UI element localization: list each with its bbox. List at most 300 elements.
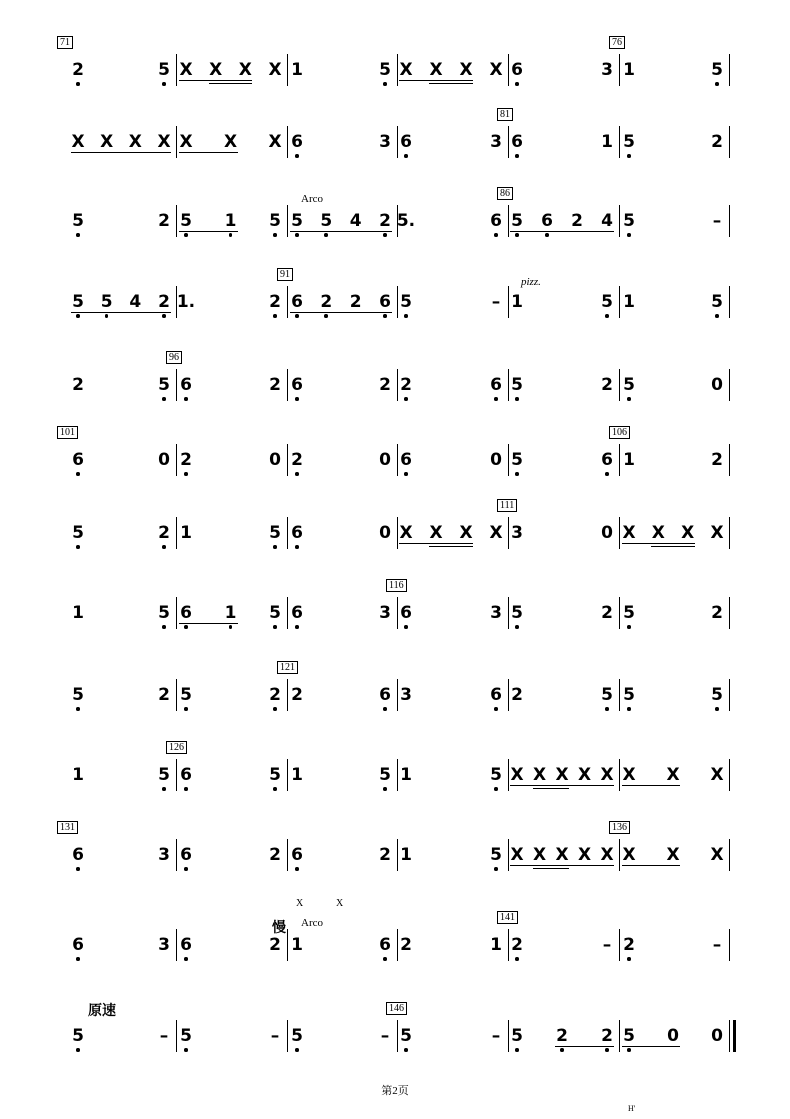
underline [290,231,392,232]
double-underline [209,83,253,84]
underline [71,312,171,313]
note: 5 [180,685,192,705]
barline [176,597,177,629]
note: 2 [158,211,170,231]
rhythm-x: X [555,845,569,865]
note: 2 [72,375,84,395]
lower-octave-dot [295,397,299,401]
note: 5 [623,375,635,395]
lower-octave-dot [605,314,609,318]
lower-octave-dot [515,154,519,158]
barline [729,517,730,549]
lower-octave-dot [404,472,408,476]
note: 5 [291,211,303,231]
lower-octave-dot [383,707,387,711]
note: 3 [511,523,523,543]
note: 1 [291,935,303,955]
final-barline [733,1020,736,1052]
lower-octave-dot [184,625,188,629]
note: 5 [291,1026,303,1046]
note: 2 [711,450,723,470]
rhythm-x: X [489,523,503,543]
lower-octave-dot [184,957,188,961]
barline [508,126,509,158]
lower-octave-dot [76,867,80,871]
note: 2 [158,685,170,705]
note: 1 [601,132,613,152]
barline [729,597,730,629]
annotation-text: 慢 [272,921,286,936]
lower-octave-dot [515,233,519,237]
barline [287,597,288,629]
rhythm-x: X [666,845,680,865]
note: 6 [180,845,192,865]
lower-octave-dot [273,787,277,791]
note: 6 [291,523,303,543]
lower-octave-dot [494,397,498,401]
note: 0 [711,375,723,395]
barline [397,929,398,961]
note: 5 [269,523,281,543]
underline [179,231,238,232]
note: 4 [129,292,142,312]
note: 2 [349,292,362,312]
underline [179,152,238,153]
lower-octave-dot [715,82,719,86]
lower-octave-dot [295,625,299,629]
lower-octave-dot [184,472,188,476]
note: 6 [180,935,192,955]
barline [176,517,177,549]
note: 3 [158,935,170,955]
barline [397,517,398,549]
note: 2 [158,523,170,543]
rhythm-x: X [600,845,614,865]
lower-octave-dot [627,625,631,629]
barline [508,517,509,549]
note: 4 [349,211,362,231]
note: 2 [379,375,391,395]
rhythm-x: X [128,132,142,152]
dash-note: – [491,1026,501,1046]
lower-octave-dot [184,787,188,791]
barline [619,839,620,871]
underline [510,785,614,786]
note: 2 [269,292,281,312]
barline [287,286,288,318]
lower-octave-dot [184,397,188,401]
lower-octave-dot [162,787,166,791]
barline [287,444,288,476]
lower-octave-dot [184,1048,188,1052]
note: 6 [541,211,553,231]
note: 5 [623,685,635,705]
note: 5 [100,292,113,312]
lower-octave-dot [273,545,277,549]
underline [179,80,252,81]
note: 1 [224,211,237,231]
barline [397,759,398,791]
measure-number: 136 [609,821,630,834]
lower-octave-dot [383,82,387,86]
barline [508,54,509,86]
lower-octave-dot [105,314,109,318]
lower-octave-dot [404,625,408,629]
note: 6 [180,603,192,623]
note: 1 [224,603,237,623]
rhythm-x: X [238,60,252,80]
note: 1. [176,292,196,312]
note: 2 [400,935,412,955]
lower-octave-dot [295,867,299,871]
barline [176,126,177,158]
rhythm-x: X [577,765,592,785]
note: 5 [269,603,281,623]
note: 1 [490,935,502,955]
note: 5 [180,211,192,231]
note: 6 [72,450,84,470]
barline [287,205,288,237]
annotation-text: pizz. [521,276,541,288]
note: 3 [158,845,170,865]
note: 5 [601,292,613,312]
note: 5 [511,211,523,231]
barline [619,597,620,629]
barline [619,759,620,791]
note: 6 [400,450,412,470]
barline [508,597,509,629]
barline [619,126,620,158]
measure-number: 76 [609,36,625,49]
note: 5 [511,1026,523,1046]
double-underline [429,83,473,84]
note: 5 [601,685,613,705]
note: 5 [711,60,723,80]
measure-number: 111 [497,499,517,512]
barline [397,444,398,476]
note: 6 [291,845,303,865]
barline [508,839,509,871]
lower-octave-dot [76,957,80,961]
rhythm-x: X [429,60,443,80]
note: 1 [291,60,303,80]
lower-octave-dot [273,233,277,237]
note: 2 [269,845,281,865]
dash-note: – [712,935,722,955]
barline [397,1020,398,1052]
rhythm-x: X [510,845,524,865]
barline [508,1020,509,1052]
lower-octave-dot [494,233,498,237]
note: 5 [623,603,635,623]
lower-octave-dot [76,82,80,86]
lower-octave-dot [229,233,233,237]
barline [619,54,620,86]
note: 6 [291,292,303,312]
measure-number: 121 [277,661,298,674]
barline [397,54,398,86]
note: 2 [511,935,523,955]
note: 1 [623,60,635,80]
note: 1 [400,845,412,865]
lower-octave-dot [295,545,299,549]
measure-number: 81 [497,108,513,121]
annotation-text: 原速 [88,1004,116,1019]
barline [729,929,730,961]
rhythm-x: X [555,765,569,785]
dash-note: – [159,1026,169,1046]
lower-octave-dot [295,233,299,237]
note: 5 [72,211,84,231]
barline [508,205,509,237]
note: 2 [158,292,170,312]
lower-octave-dot [324,233,328,237]
rhythm-x: X [532,845,547,865]
note: 5 [623,132,635,152]
barline [619,205,620,237]
barline [729,286,730,318]
barline [619,679,620,711]
measure-number: 96 [166,351,182,364]
note: 1 [72,603,84,623]
note: 6 [400,132,412,152]
note: 0 [269,450,281,470]
barline [397,839,398,871]
rhythm-x: X [622,765,636,785]
note: 2 [269,685,281,705]
rhythm-x: X [532,765,547,785]
barline [508,369,509,401]
lower-octave-dot [383,314,387,318]
note: 6 [291,132,303,152]
note: 6 [379,685,391,705]
note: 6 [511,132,523,152]
note: 1 [511,292,523,312]
barline [287,679,288,711]
note: 5 [511,603,523,623]
note: 3 [490,603,502,623]
rhythm-x: X [179,132,193,152]
lower-octave-dot [184,707,188,711]
note: 5 [269,765,281,785]
underline [399,80,473,81]
lower-octave-dot [295,314,299,318]
measure-number: 141 [497,911,518,924]
measure-number: 91 [277,268,293,281]
measure-number: 86 [497,187,513,200]
note: 3 [379,132,391,152]
lower-octave-dot [605,707,609,711]
note: 3 [490,132,502,152]
barline [619,929,620,961]
page-number: 第2页 [381,1085,409,1097]
lower-octave-dot [76,707,80,711]
lower-octave-dot [515,397,519,401]
double-underline [533,868,570,869]
note: 2 [400,375,412,395]
lower-octave-dot [404,314,408,318]
measure-number: 71 [57,36,73,49]
note: 5 [158,603,170,623]
note: 0 [711,1026,723,1046]
note: 1 [623,292,635,312]
double-underline [651,546,694,547]
lower-octave-dot [383,787,387,791]
lower-octave-dot [162,545,166,549]
lower-octave-dot [184,233,188,237]
dash-note: – [602,935,612,955]
underline [622,1046,680,1047]
note: 5 [490,845,502,865]
note: 5 [711,685,723,705]
annotation-text: X [336,898,344,909]
note: 2 [379,845,391,865]
underline [399,543,473,544]
barline [729,679,730,711]
rhythm-x: X [666,765,680,785]
measure-number: 146 [386,1002,407,1015]
barline [397,369,398,401]
barline [729,54,730,86]
underline [510,231,614,232]
measure-number: 101 [57,426,78,439]
lower-octave-dot [494,787,498,791]
underline [71,152,171,153]
note: 5 [158,375,170,395]
rhythm-x: X [399,523,413,543]
note: 5 [72,292,84,312]
lower-octave-dot [295,1048,299,1052]
note: 0 [379,523,391,543]
barline [508,286,509,318]
note: 2 [601,1026,613,1046]
barline [619,517,620,549]
barline [287,1020,288,1052]
lower-octave-dot [162,314,166,318]
note: 5 [158,765,170,785]
note: 3 [400,685,412,705]
lower-octave-dot [184,867,188,871]
note: 1 [180,523,192,543]
note: 5 [400,1026,412,1046]
lower-octave-dot [627,957,631,961]
barline [729,205,730,237]
lower-octave-dot [162,397,166,401]
lower-octave-dot [76,314,80,318]
barline [287,929,288,961]
note: 6 [490,375,502,395]
note: 2 [556,1026,568,1046]
rhythm-x: X [622,523,636,543]
annotation-text: Arco [301,193,323,205]
lower-octave-dot [404,397,408,401]
lower-octave-dot [76,472,80,476]
lower-octave-dot [627,154,631,158]
underline [622,543,695,544]
note: 0 [667,1026,679,1046]
note: 1 [623,450,635,470]
lower-octave-dot [605,1048,609,1052]
lower-octave-dot [76,233,80,237]
rhythm-x: X [577,845,592,865]
note: 2 [320,292,333,312]
measure-number: 131 [57,821,78,834]
corner-mark: H' [628,1104,636,1113]
rhythm-x: X [489,60,503,80]
note: 5. [396,211,416,231]
lower-octave-dot [515,1048,519,1052]
barline [729,126,730,158]
barline [176,444,177,476]
lower-octave-dot [627,397,631,401]
lower-octave-dot [76,1048,80,1052]
lower-octave-dot [545,233,549,237]
note: 5 [623,1026,635,1046]
rhythm-x: X [268,132,282,152]
barline [619,444,620,476]
barline [176,369,177,401]
note: 6 [180,375,192,395]
note: 5 [180,1026,192,1046]
barline [287,54,288,86]
barline [729,1020,730,1052]
measure-number: 126 [166,741,187,754]
barline [397,679,398,711]
note: 5 [72,685,84,705]
lower-octave-dot [715,707,719,711]
note: 0 [490,450,502,470]
underline [555,1046,614,1047]
note: 3 [601,60,613,80]
rhythm-x: X [223,132,238,152]
note: 6 [400,603,412,623]
lower-octave-dot [627,707,631,711]
note: 6 [379,935,391,955]
note: 2 [72,60,84,80]
double-underline [533,788,570,789]
barline [176,1020,177,1052]
barline [176,839,177,871]
barline [176,679,177,711]
barline [287,517,288,549]
note: 1 [72,765,84,785]
rhythm-x: X [71,132,85,152]
barline [619,1020,620,1052]
note: 4 [601,211,613,231]
note: 2 [601,603,613,623]
annotation-text: X [296,898,304,909]
barline [619,286,620,318]
note: 5 [379,765,391,785]
note: 5 [490,765,502,785]
lower-octave-dot [494,707,498,711]
lower-octave-dot [383,233,387,237]
barline [397,126,398,158]
note: 6 [601,450,613,470]
rhythm-x: X [399,60,413,80]
lower-octave-dot [627,233,631,237]
lower-octave-dot [627,1048,631,1052]
lower-octave-dot [715,314,719,318]
lower-octave-dot [515,625,519,629]
note: 5 [269,211,281,231]
note: 5 [158,60,170,80]
rhythm-x: X [710,845,724,865]
barline [508,759,509,791]
underline [622,785,680,786]
note: 5 [72,1026,84,1046]
note: 6 [72,845,84,865]
